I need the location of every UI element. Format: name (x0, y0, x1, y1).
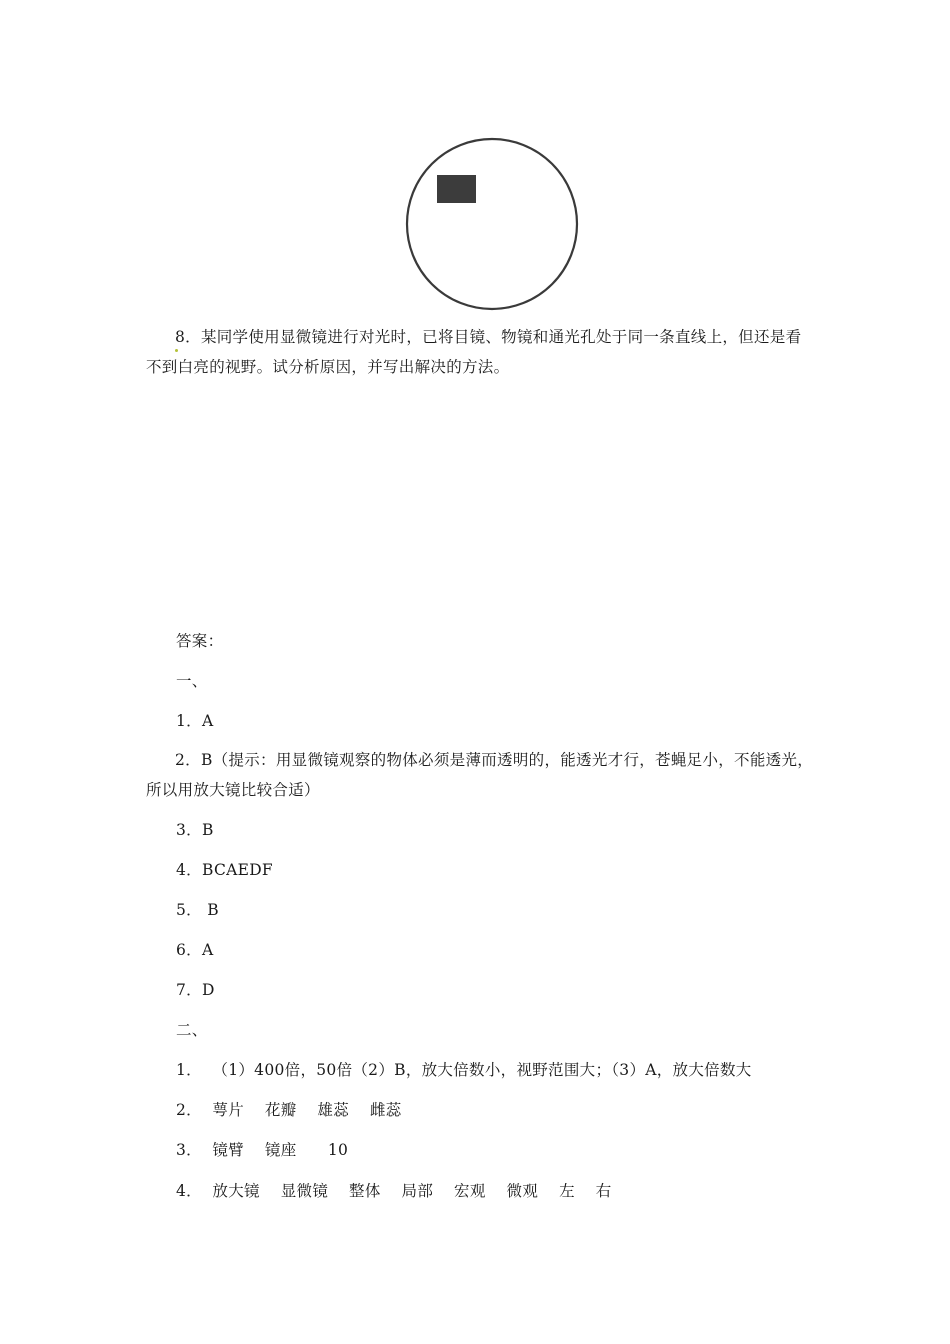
question-8-text: 8．某同学使用显微镜进行对光时，已将目镜、物镜和通光孔处于同一条直线上，但还是看不到白亮的视野。试分析原因，并写出解决的方法。 (146, 328, 802, 376)
mark-dot-icon (175, 349, 178, 352)
answer-2-2: 2． 萼片 花瓣 雄蕊 雌蕊 (176, 1101, 402, 1119)
answer-2-3: 3． 镜臂 镜座 10 (176, 1141, 349, 1159)
section-2-heading: 二、 (176, 1021, 208, 1039)
answer-1-4: 4．BCAEDF (176, 861, 273, 879)
answer-1-3: 3．B (176, 821, 214, 839)
answers-heading: 答案： (176, 632, 224, 650)
specimen-image-rectangle (437, 175, 476, 203)
answer-1-7: 7．D (176, 981, 215, 999)
field-of-view-figure (405, 136, 579, 312)
answer-1-6: 6．A (176, 941, 214, 959)
section-1-heading: 一、 (176, 672, 208, 690)
field-of-view-circle (407, 139, 577, 309)
answer-2-4: 4． 放大镜 显微镜 整体 局部 宏观 微观 左 右 (176, 1182, 612, 1200)
answer-2-1: 1． （1）400倍，50倍（2）B，放大倍数小，视野范围大；（3）A，放大倍数大 (176, 1061, 752, 1079)
question-8 (146, 322, 816, 382)
answer-1-1: 1．A (176, 712, 214, 730)
answer-1-2: 2．B（提示：用显微镜观察的物体必须是薄而透明的，能透光才行，苍蝇足小，不能透光，所以用放大镜比较合适） (146, 751, 814, 799)
answer-1-5: 5． B (176, 901, 219, 919)
